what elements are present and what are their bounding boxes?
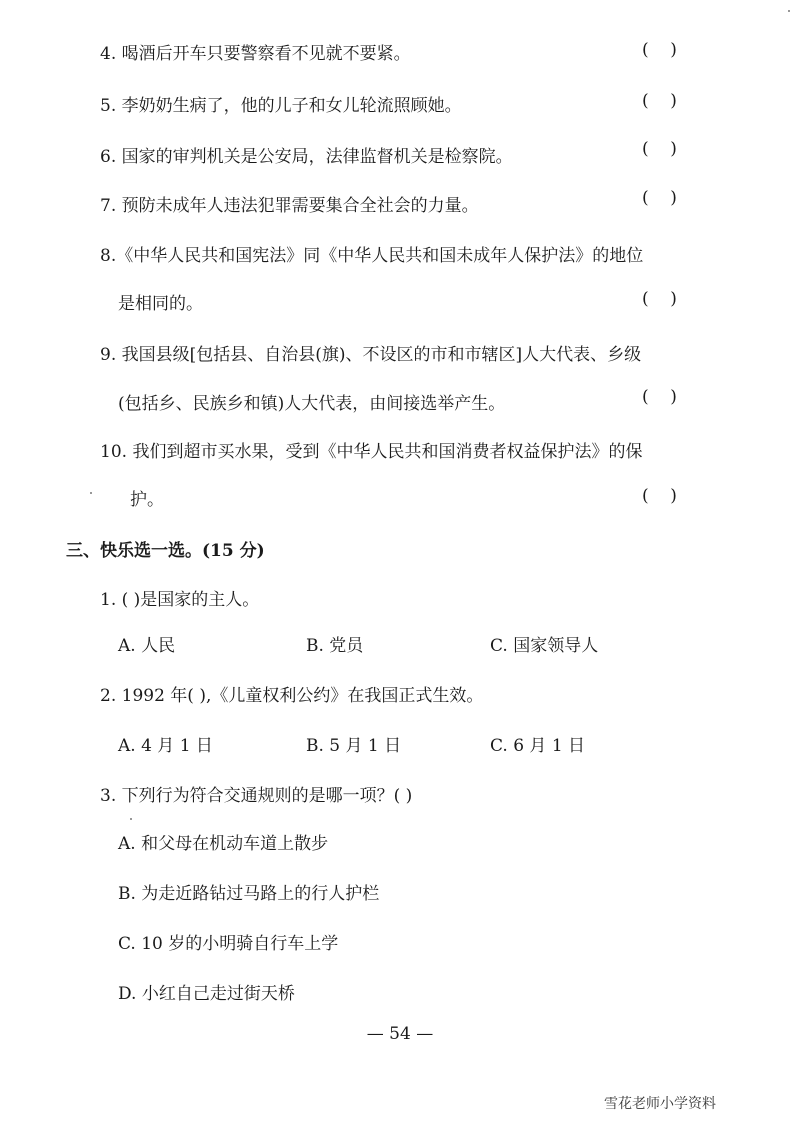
item-9-text: 9. 我国县级[包括县、自治县(旗)、不设区的市和市辖区]人大代表、乡级 bbox=[100, 345, 642, 365]
question-2-option-b[interactable]: B. 5 月 1 日 bbox=[306, 736, 402, 756]
question-1-option-b[interactable]: B. 党员 bbox=[306, 636, 364, 656]
question-1-option-c[interactable]: C. 国家领导人 bbox=[490, 636, 599, 656]
watermark-text: 雪花老师小学资料 bbox=[604, 1096, 716, 1112]
item-8-continuation: 是相同的。 bbox=[118, 294, 203, 314]
scan-speck bbox=[788, 10, 790, 12]
item-9-answer-paren[interactable]: ( ) bbox=[642, 387, 677, 407]
item-8-answer-paren[interactable]: ( ) bbox=[642, 289, 677, 309]
item-7-answer-paren[interactable]: ( ) bbox=[642, 188, 677, 208]
item-5-text: 5. 李奶奶生病了，他的儿子和女儿轮流照顾她。 bbox=[100, 96, 462, 116]
question-1-text: 1. ( )是国家的主人。 bbox=[100, 590, 260, 610]
scan-speck bbox=[90, 492, 92, 494]
item-9-continuation: (包括乡、民族乡和镇)人大代表，由间接选举产生。 bbox=[118, 394, 506, 414]
question-3-option-a[interactable]: A. 和父母在机动车道上散步 bbox=[118, 834, 329, 854]
item-7-text: 7. 预防未成年人违法犯罪需要集合全社会的力量。 bbox=[100, 196, 479, 216]
question-2-option-a[interactable]: A. 4 月 1 日 bbox=[118, 736, 213, 756]
item-10-answer-paren[interactable]: ( ) bbox=[642, 486, 677, 506]
item-4-answer-paren[interactable]: ( ) bbox=[642, 40, 677, 60]
question-3-text: 3. 下列行为符合交通规则的是哪一项？( ) bbox=[100, 786, 413, 806]
item-5-answer-paren[interactable]: ( ) bbox=[642, 91, 677, 111]
item-10-text: 10. 我们到超市买水果，受到《中华人民共和国消费者权益保护法》的保 bbox=[100, 442, 643, 462]
question-1-option-a[interactable]: A. 人民 bbox=[118, 636, 176, 656]
item-6-text: 6. 国家的审判机关是公安局，法律监督机关是检察院。 bbox=[100, 147, 513, 167]
item-6-answer-paren[interactable]: ( ) bbox=[642, 139, 677, 159]
page-number: — 54 — bbox=[366, 1024, 434, 1044]
question-3-option-b[interactable]: B. 为走近路钻过马路上的行人护栏 bbox=[118, 884, 380, 904]
question-3-option-d[interactable]: D. 小红自己走过街天桥 bbox=[118, 984, 295, 1004]
item-10-continuation: 护。 bbox=[130, 490, 164, 510]
scan-speck bbox=[130, 818, 132, 820]
item-4-text: 4. 喝酒后开车只要警察看不见就不要紧。 bbox=[100, 44, 411, 64]
question-2-option-c[interactable]: C. 6 月 1 日 bbox=[490, 736, 586, 756]
question-2-text: 2. 1992 年( ),《儿童权利公约》在我国正式生效。 bbox=[100, 686, 484, 706]
section-3-title: 三、快乐选一选。(15 分) bbox=[66, 541, 265, 561]
question-3-option-c[interactable]: C. 10 岁的小明骑自行车上学 bbox=[118, 934, 339, 954]
item-8-text: 8.《中华人民共和国宪法》同《中华人民共和国未成年人保护法》的地位 bbox=[100, 246, 644, 266]
